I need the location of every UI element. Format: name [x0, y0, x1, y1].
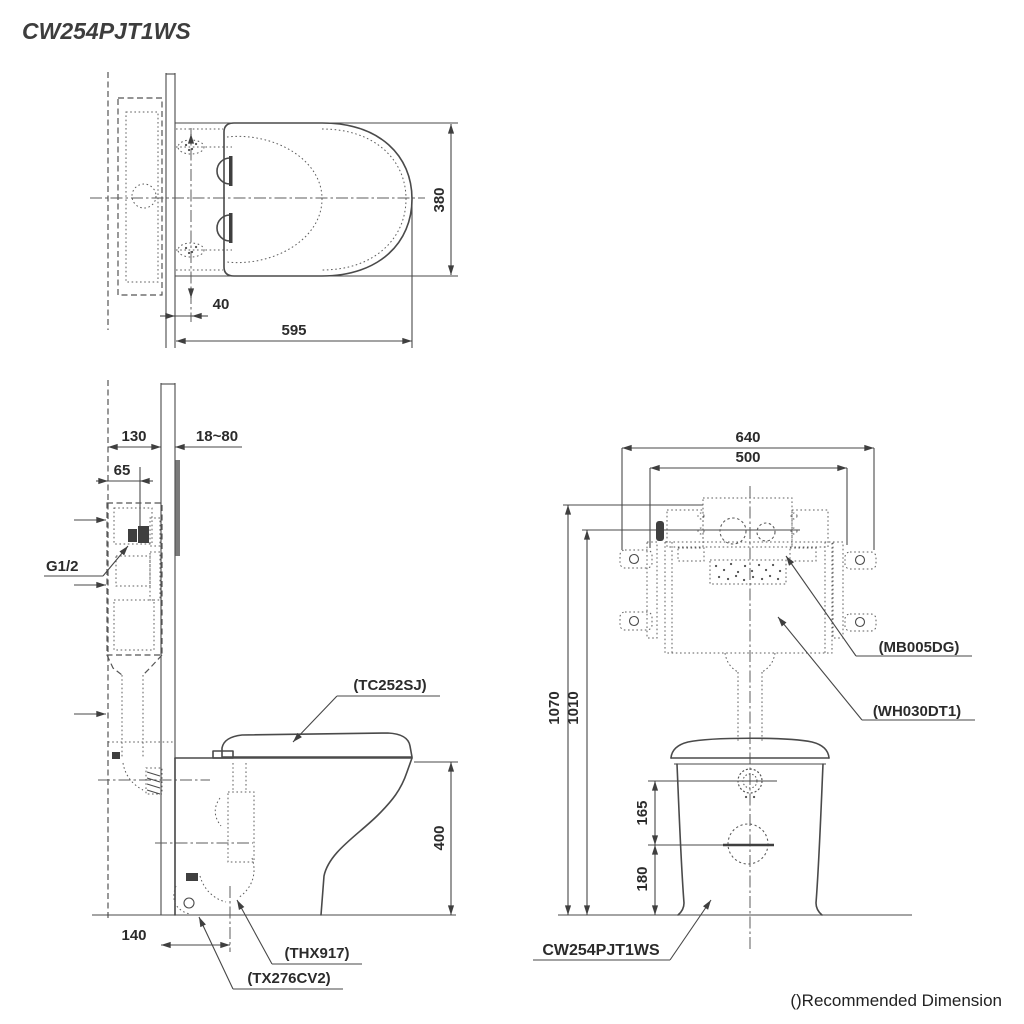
screw [856, 618, 865, 627]
seat-lid-label: (TC252SJ) [353, 677, 427, 694]
screw [630, 555, 639, 564]
dim-height-buttons: 1010 [565, 691, 582, 725]
bowl-left-edge [677, 764, 684, 915]
front-view [533, 429, 975, 960]
tank-plan-outline [118, 98, 162, 295]
tank-plan-pipe [132, 184, 156, 208]
label-plate [710, 560, 786, 584]
recommended-dimension-note: ()Recommended Dimension [790, 991, 1002, 1010]
leader-flex-hose [237, 900, 272, 964]
flush-button-large [720, 518, 746, 544]
stop-valve-label: (TX276CV2) [247, 970, 331, 987]
bowl-right-edge [816, 764, 823, 915]
flex-hose-label: (THX917) [284, 945, 350, 962]
dim-frame-depth: 130 [121, 428, 147, 445]
leader-tank [778, 617, 862, 720]
valve-housing [703, 498, 792, 547]
seat-opening [227, 136, 322, 262]
dim-wall-thickness: 18~80 [195, 428, 239, 445]
flush-valve [116, 556, 150, 586]
supply-fitting [138, 526, 149, 543]
pipe-bend [123, 763, 143, 790]
mounting-ear [845, 552, 876, 569]
inner-flush-pipe [228, 792, 254, 862]
supply-thread-label: G1/2 [46, 558, 79, 575]
dim-total-length: 595 [281, 322, 307, 339]
tank-label: (WH030DT1) [872, 703, 962, 720]
dim-bolt-offset: 40 [212, 296, 230, 313]
dim-height-frame-top: 1070 [546, 691, 563, 725]
dim-inlet-drop: 165 [634, 800, 651, 826]
tank-funnel [107, 655, 162, 675]
side-view [44, 380, 458, 989]
dim-supply-offset: 65 [113, 462, 131, 479]
top-view [90, 72, 458, 348]
dim-drain-offset: 140 [121, 927, 147, 944]
dim-rim-height: 400 [431, 825, 448, 851]
seat-lid-outline [224, 123, 412, 276]
tank-plan-inner [126, 112, 158, 282]
flush-button-small [757, 523, 775, 541]
bowl-profile [321, 758, 412, 915]
leader-stop-valve [199, 917, 233, 989]
panel-trim [176, 460, 181, 556]
leader-bowl-model [670, 900, 711, 960]
leader-seat-lid [293, 696, 337, 742]
dim-seat-depth: 380 [431, 187, 448, 213]
flush-plate-label: (MB005DG) [878, 639, 960, 656]
dim-frame-width: 640 [735, 429, 761, 446]
tank-body [665, 542, 832, 653]
screw [856, 556, 865, 565]
seat-lid-side [222, 733, 412, 757]
mounting-ear [620, 550, 652, 568]
page-title: CW254PJT1WS [22, 18, 191, 44]
mounting-ear [845, 614, 876, 631]
dim-tank-width: 500 [735, 449, 761, 466]
screw [630, 617, 639, 626]
trapway [238, 858, 254, 898]
bowl-model-label: CW254PJT1WS [542, 942, 660, 959]
leader-flush-plate [786, 556, 856, 656]
stop-valve-port [184, 898, 194, 908]
dim-drain-height: 180 [634, 866, 651, 892]
